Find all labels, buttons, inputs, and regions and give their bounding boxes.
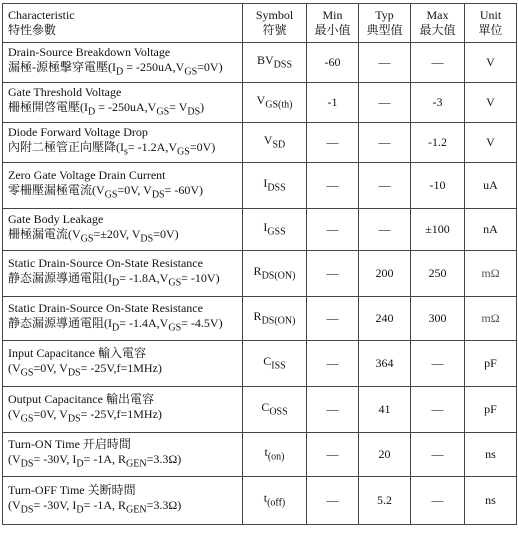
min-value: -1 <box>307 83 359 123</box>
max-value: -1.2 <box>411 123 465 163</box>
table-row <box>3 477 517 525</box>
header-characteristic-zh: 特性參數 <box>8 23 57 37</box>
unit-value: uA <box>465 163 517 209</box>
min-value: — <box>307 477 359 525</box>
typ-value: 41 <box>359 387 411 433</box>
header-min <box>307 4 359 43</box>
characteristic-condition: ($V_{DS}= -30V$, $I_D= -1A$, $R_{GEN}=3.3\Omega$) <box>8 498 182 516</box>
table-row <box>3 43 517 83</box>
table-header-row <box>3 4 517 43</box>
characteristic-condition: 柵極開啓電壓$(I_D = -250uA,V_{GS}= V_{DS})$ <box>8 100 205 118</box>
table-row <box>3 123 517 163</box>
typ-value: — <box>359 83 411 123</box>
max-value: — <box>411 433 465 477</box>
symbol-cell: $t_{(off)}$ <box>243 477 307 525</box>
max-value: — <box>411 477 465 525</box>
characteristic-condition: 静态漏源導通電阻$(I_D= -1.8A,V_{GS}= -10V)$ <box>8 271 220 289</box>
max-value: — <box>411 341 465 387</box>
characteristic-name: Zero Gate Voltage Drain Current <box>8 168 166 183</box>
unit-value: pF <box>465 341 517 387</box>
characteristic-cell <box>3 209 243 251</box>
header-max-en: Max <box>426 8 449 22</box>
unit-value: V <box>465 123 517 163</box>
characteristic-cell <box>3 251 243 297</box>
characteristic-name: Gate Threshold Voltage <box>8 85 122 100</box>
header-max <box>411 4 465 43</box>
characteristic-cell <box>3 123 243 163</box>
characteristic-condition: 內附二極管正向壓降$(I_s= -1.2A,V_{GS}=0V)$ <box>8 140 216 158</box>
typ-value: — <box>359 209 411 251</box>
characteristic-cell <box>3 43 243 83</box>
min-value: — <box>307 297 359 341</box>
unit-value: nA <box>465 209 517 251</box>
characteristic-cell <box>3 433 243 477</box>
characteristic-name: Output Capacitance 輸出電容 <box>8 392 154 407</box>
typ-value: — <box>359 123 411 163</box>
spec-table-wrapper <box>2 3 517 525</box>
max-value: — <box>411 43 465 83</box>
symbol-cell: $V_{GS(th)}$ <box>243 83 307 123</box>
header-typ-en: Typ <box>375 8 394 22</box>
max-value: 250 <box>411 251 465 297</box>
characteristic-condition: 漏極-源極擊穿電壓$(I_D = -250uA,V_{GS}=0V)$ <box>8 60 223 78</box>
table-row <box>3 387 517 433</box>
unit-value: mΩ <box>465 251 517 297</box>
header-min-en: Min <box>322 8 343 22</box>
header-symbol <box>243 4 307 43</box>
max-value: — <box>411 387 465 433</box>
header-symbol-zh: 符號 <box>262 23 287 37</box>
characteristic-name: Static Drain-Source On-State Resistance <box>8 301 203 316</box>
characteristic-condition: 柵極漏電流($V_{GS}=\pm 20V$, $V_{DS}=0V$) <box>8 227 179 245</box>
electrical-characteristics-table <box>2 3 517 525</box>
symbol-cell: $I_{DSS}$ <box>243 163 307 209</box>
unit-value: pF <box>465 387 517 433</box>
typ-value: — <box>359 163 411 209</box>
characteristic-condition: ($V_{GS}=0V$, $V_{DS}= -25V,f=1MHz$) <box>8 361 162 379</box>
characteristic-condition: ($V_{DS}= -30V$, $I_D= -1A$, $R_{GEN}=3.3\Omega$) <box>8 452 182 470</box>
typ-value: 240 <box>359 297 411 341</box>
characteristic-condition: ($V_{GS}=0V$, $V_{DS}= -25V,f=1MHz$) <box>8 407 162 425</box>
table-body <box>3 43 517 525</box>
header-min-zh: 最小值 <box>314 23 351 37</box>
characteristic-name: Turn-ON Time 开启時間 <box>8 437 131 452</box>
min-value: — <box>307 387 359 433</box>
symbol-cell: $R_{DS(ON)}$ <box>243 297 307 341</box>
symbol-cell: $BV_{DSS}$ <box>243 43 307 83</box>
header-characteristic-en: Characteristic <box>8 8 75 22</box>
characteristic-name: Drain-Source Breakdown Voltage <box>8 45 171 60</box>
characteristic-cell <box>3 163 243 209</box>
typ-value: 200 <box>359 251 411 297</box>
header-characteristic <box>3 4 243 43</box>
symbol-cell: $C_{ISS}$ <box>243 341 307 387</box>
max-value: 300 <box>411 297 465 341</box>
header-unit <box>465 4 517 43</box>
header-max-zh: 最大值 <box>419 23 456 37</box>
unit-value: ns <box>465 433 517 477</box>
characteristic-name: Input Capacitance 輸入電容 <box>8 346 146 361</box>
symbol-cell: $V_{SD}$ <box>243 123 307 163</box>
min-value: -60 <box>307 43 359 83</box>
min-value: — <box>307 123 359 163</box>
typ-value: 5.2 <box>359 477 411 525</box>
max-value: ±100 <box>411 209 465 251</box>
symbol-cell: $t_{(on)}$ <box>243 433 307 477</box>
header-unit-en: Unit <box>479 8 502 22</box>
characteristic-name: Turn-OFF Time 关断時間 <box>8 483 136 498</box>
characteristic-cell <box>3 477 243 525</box>
unit-value: ns <box>465 477 517 525</box>
symbol-cell: $R_{DS(ON)}$ <box>243 251 307 297</box>
characteristic-cell <box>3 297 243 341</box>
unit-value: mΩ <box>465 297 517 341</box>
table-row <box>3 341 517 387</box>
table-row <box>3 297 517 341</box>
characteristic-name: Gate Body Leakage <box>8 212 104 227</box>
characteristic-cell <box>3 83 243 123</box>
characteristic-cell <box>3 341 243 387</box>
symbol-cell: $I_{GSS}$ <box>243 209 307 251</box>
max-value: -10 <box>411 163 465 209</box>
characteristic-condition: 零柵壓漏極電流($V_{GS}=0V$, $V_{DS}= -60V$) <box>8 183 204 201</box>
typ-value: 364 <box>359 341 411 387</box>
symbol-cell: $C_{OSS}$ <box>243 387 307 433</box>
min-value: — <box>307 433 359 477</box>
max-value: -3 <box>411 83 465 123</box>
unit-value: V <box>465 43 517 83</box>
header-unit-zh: 單位 <box>478 23 503 37</box>
table-row <box>3 433 517 477</box>
characteristic-condition: 静态漏源導通電阻$(I_D= -1.4A,V_{GS}= -4.5V)$ <box>8 316 223 334</box>
min-value: — <box>307 341 359 387</box>
table-row <box>3 163 517 209</box>
min-value: — <box>307 163 359 209</box>
table-row <box>3 83 517 123</box>
table-row <box>3 209 517 251</box>
unit-value: V <box>465 83 517 123</box>
table-row <box>3 251 517 297</box>
characteristic-name: Diode Forward Voltage Drop <box>8 125 148 140</box>
characteristic-cell <box>3 387 243 433</box>
header-symbol-en: Symbol <box>255 8 294 22</box>
header-typ <box>359 4 411 43</box>
characteristic-name: Static Drain-Source On-State Resistance <box>8 256 203 271</box>
min-value: — <box>307 209 359 251</box>
header-typ-zh: 典型值 <box>366 23 403 37</box>
typ-value: 20 <box>359 433 411 477</box>
min-value: — <box>307 251 359 297</box>
typ-value: — <box>359 43 411 83</box>
